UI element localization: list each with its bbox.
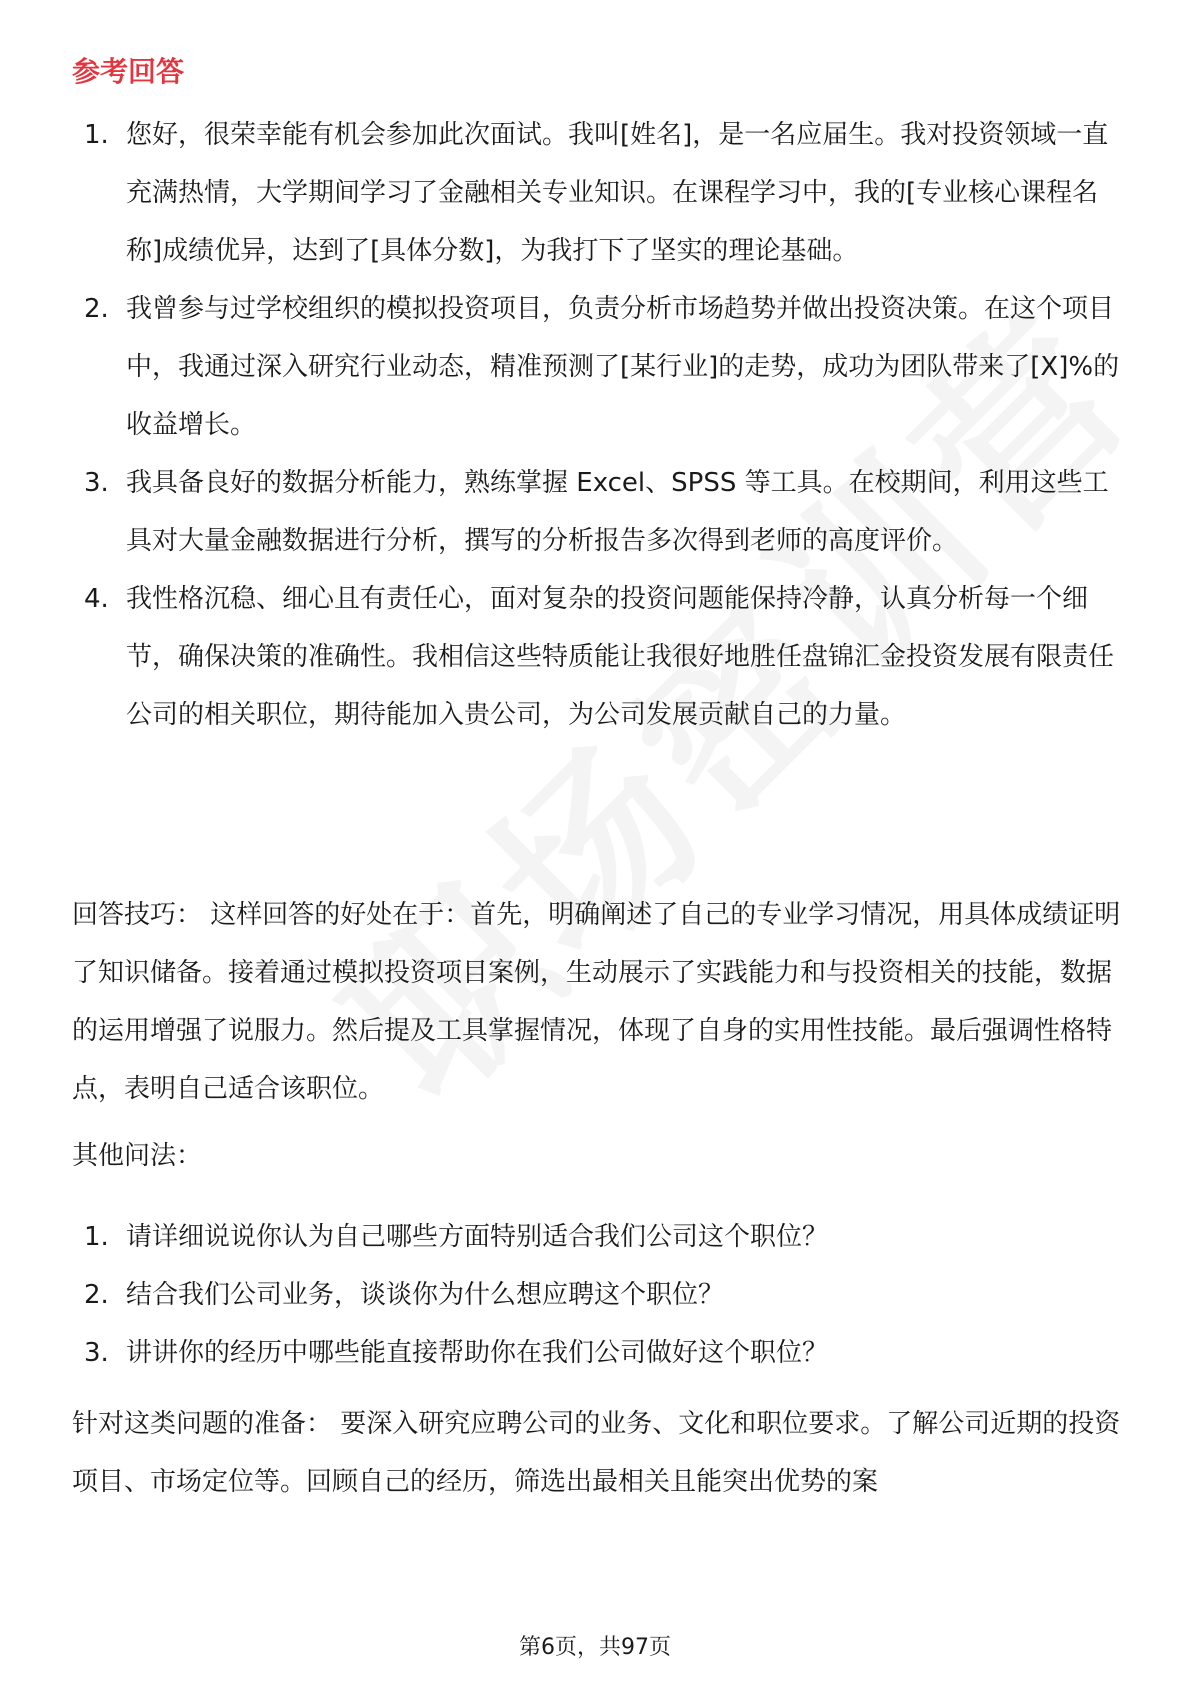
list-item-text: 讲讲你的经历中哪些能直接帮助你在我们公司做好这个职位？	[126, 1338, 829, 1368]
preparation-paragraph: 针对这类问题的准备： 要深入研究应聘公司的业务、文化和职位要求。了解公司近期的投资项目、市场定位等。回顾自己的经历，筛选出最相关且能突出优势的案	[72, 1409, 1121, 1497]
list-item-number: 4.	[84, 584, 109, 614]
list-item	[72, 570, 1122, 744]
other-questions-list	[72, 1208, 1122, 1382]
other-questions-title: 其他问法：	[72, 1141, 203, 1171]
list-item-number: 2.	[84, 1280, 109, 1310]
list-item	[72, 1266, 1122, 1324]
list-item-text: 我曾参与过学校组织的模拟投资项目，负责分析市场趋势并做出投资决策。在这个项目中，我通过深入研究行业动态，精准预测了[某行业]的走势，成功为团队带来了[X]%的收益增长。	[126, 294, 1120, 440]
answer-list	[72, 106, 1122, 744]
list-item-text: 您好，很荣幸能有机会参加此次面试。我叫[姓名]，是一名应届生。我对投资领域一直充满热情，大学期间学习了金融相关专业知识。在课程学习中，我的[专业核心课程名称]成绩优异，达到了[具体分数]，为我打下了坚实的理论基础。	[126, 120, 1109, 266]
list-item-text: 我具备良好的数据分析能力，熟练掌握 Excel、SPSS 等工具。在校期间，利用这些工具对大量金融数据进行分析，撰写的分析报告多次得到老师的高度评价。	[126, 468, 1109, 556]
list-item	[72, 1208, 1122, 1266]
list-item	[72, 454, 1122, 570]
list-item	[72, 1324, 1122, 1382]
section-title: 参考回答	[72, 55, 185, 88]
list-item-text: 请详细说说你认为自己哪些方面特别适合我们公司这个职位？	[126, 1222, 829, 1252]
list-item-number: 1.	[84, 1222, 109, 1252]
page-number: 第6页，共97页	[519, 1635, 671, 1660]
list-item-number: 2.	[84, 294, 109, 324]
list-item	[72, 106, 1122, 280]
answer-tips: 回答技巧： 这样回答的好处在于：首先，明确阐述了自己的专业学习情况，用具体成绩证明了知识储备。接着通过模拟投资项目案例，生动展示了实践能力和与投资相关的技能，数据的运用增强了说服力。然后提及工具掌握情况，体现了自身的实用性技能。最后强调性格特点，表明自己适合该职位。	[72, 900, 1121, 1104]
list-item-number: 3.	[84, 468, 109, 498]
list-item-text: 我性格沉稳、细心且有责任心，面对复杂的投资问题能保持冷静，认真分析每一个细节，确保决策的准确性。我相信这些特质能让我很好地胜任盘锦汇金投资发展有限责任公司的相关职位，期待能加入贵公司，为公司发展贡献自己的力量。	[126, 584, 1115, 730]
list-item	[72, 280, 1122, 454]
list-item-number: 3.	[84, 1338, 109, 1368]
list-item-text: 结合我们公司业务，谈谈你为什么想应聘这个职位？	[126, 1280, 725, 1310]
list-item-number: 1.	[84, 120, 109, 150]
